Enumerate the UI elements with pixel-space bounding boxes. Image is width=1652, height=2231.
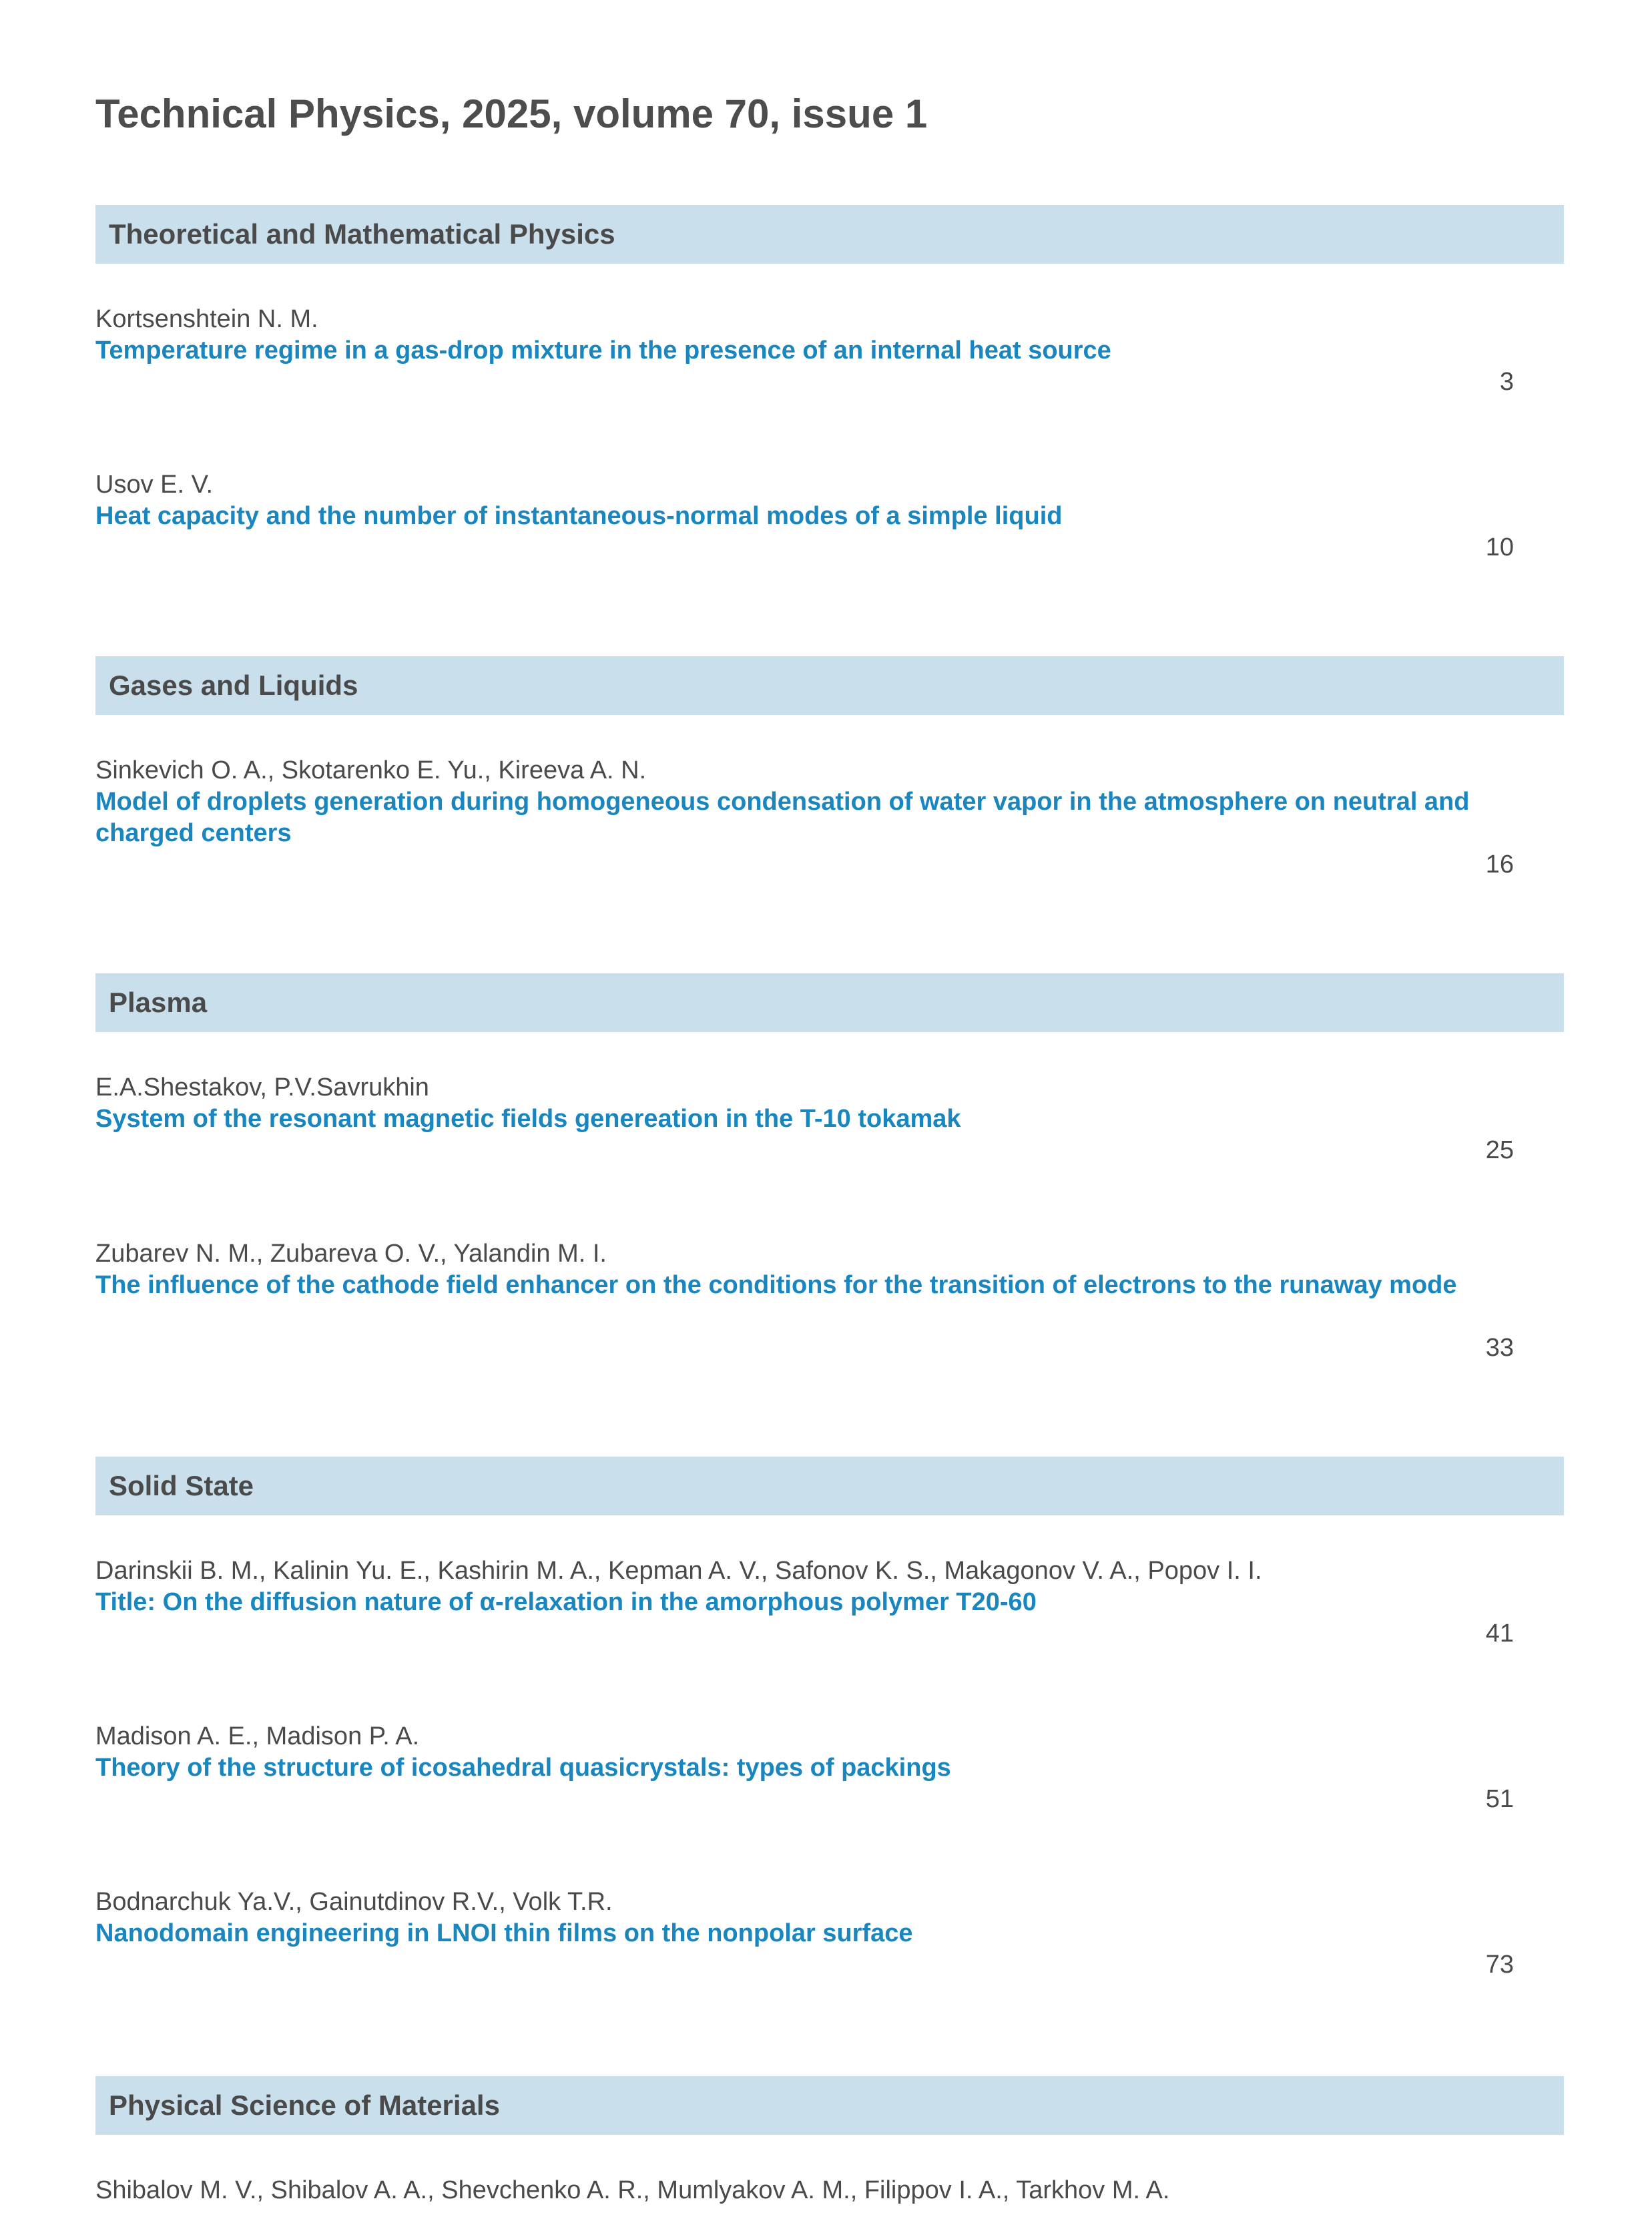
section-header-theoretical-mathematical-physics: Theoretical and Mathematical Physics: [95, 205, 1564, 264]
article-entry: [95, 1072, 1564, 1164]
article-title-link[interactable]: Title: On the diffusion nature of α-relaxation in the amorphous polymer T20-60: [95, 1588, 1037, 1616]
article-page-number: 3: [1499, 368, 1514, 396]
article-entry: [95, 469, 1564, 561]
article-authors: Shibalov M. V., Shibalov A. A., Shevchenko A. R., Mumlyakov A. M., Filippov I. A., Tarkhov M. A.: [95, 2176, 1170, 2204]
article-entry: [95, 755, 1564, 879]
article-entry: [95, 304, 1564, 396]
article-title-link[interactable]: Model of droplets generation during homogeneous condensation of water vapor in the atmosphere on neutral and charged centers: [95, 788, 1470, 847]
article-authors: Madison A. E., Madison P. A.: [95, 1722, 420, 1750]
article-entry: [95, 2175, 1564, 2206]
article-entry: [95, 1887, 1564, 1979]
article-entry: [95, 1238, 1564, 1362]
article-page-number: 16: [1485, 850, 1514, 879]
article-authors: Kortsenshtein N. M.: [95, 305, 318, 333]
article-entry: [95, 1555, 1564, 1648]
article-page-number: 73: [1485, 1951, 1514, 1979]
article-title-link[interactable]: System of the resonant magnetic fields genereation in the T-10 tokamak: [95, 1105, 961, 1133]
article-title-link[interactable]: Theory of the structure of icosahedral quasicrystals: types of packings: [95, 1754, 951, 1782]
article-page-number: 41: [1485, 1620, 1514, 1648]
article-page-number: 51: [1485, 1785, 1514, 1813]
section-header-physical-science-of-materials: Physical Science of Materials: [95, 2076, 1564, 2135]
article-title-link[interactable]: Nanodomain engineering in LNOI thin films on the nonpolar surface: [95, 1919, 913, 1947]
article-authors: Darinskii B. M., Kalinin Yu. E., Kashirin M. A., Kepman A. V., Safonov K. S., Makagonov V. A., Popov I. I.: [95, 1557, 1262, 1585]
article-page-number: 10: [1485, 533, 1514, 561]
article-authors: Bodnarchuk Ya.V., Gainutdinov R.V., Volk T.R.: [95, 1888, 613, 1916]
article-authors: Zubarev N. M., Zubareva O. V., Yalandin M. I.: [95, 1240, 607, 1268]
article-authors: E.A.Shestakov, P.V.Savrukhin: [95, 1073, 429, 1101]
article-page-number: 25: [1485, 1136, 1514, 1164]
page-title: Technical Physics, 2025, volume 70, issue 1: [95, 91, 928, 136]
article-title-link[interactable]: Temperature regime in a gas-drop mixture in the presence of an internal heat source: [95, 336, 1111, 364]
article-title-link[interactable]: The influence of the cathode field enhancer on the conditions for the transition of electrons to the runaway mode: [95, 1271, 1457, 1299]
section-header-solid-state: Solid State: [95, 1457, 1564, 1515]
article-entry: [95, 1721, 1564, 1813]
article-title-link[interactable]: Heat capacity and the number of instantaneous-normal modes of a simple liquid: [95, 502, 1063, 530]
section-header-gases-and-liquids: Gases and Liquids: [95, 656, 1564, 715]
article-authors: Usov E. V.: [95, 471, 214, 499]
article-authors: Sinkevich O. A., Skotarenko E. Yu., Kireeva A. N.: [95, 756, 647, 784]
article-page-number: 33: [1485, 1334, 1514, 1362]
section-header-plasma: Plasma: [95, 973, 1564, 1032]
